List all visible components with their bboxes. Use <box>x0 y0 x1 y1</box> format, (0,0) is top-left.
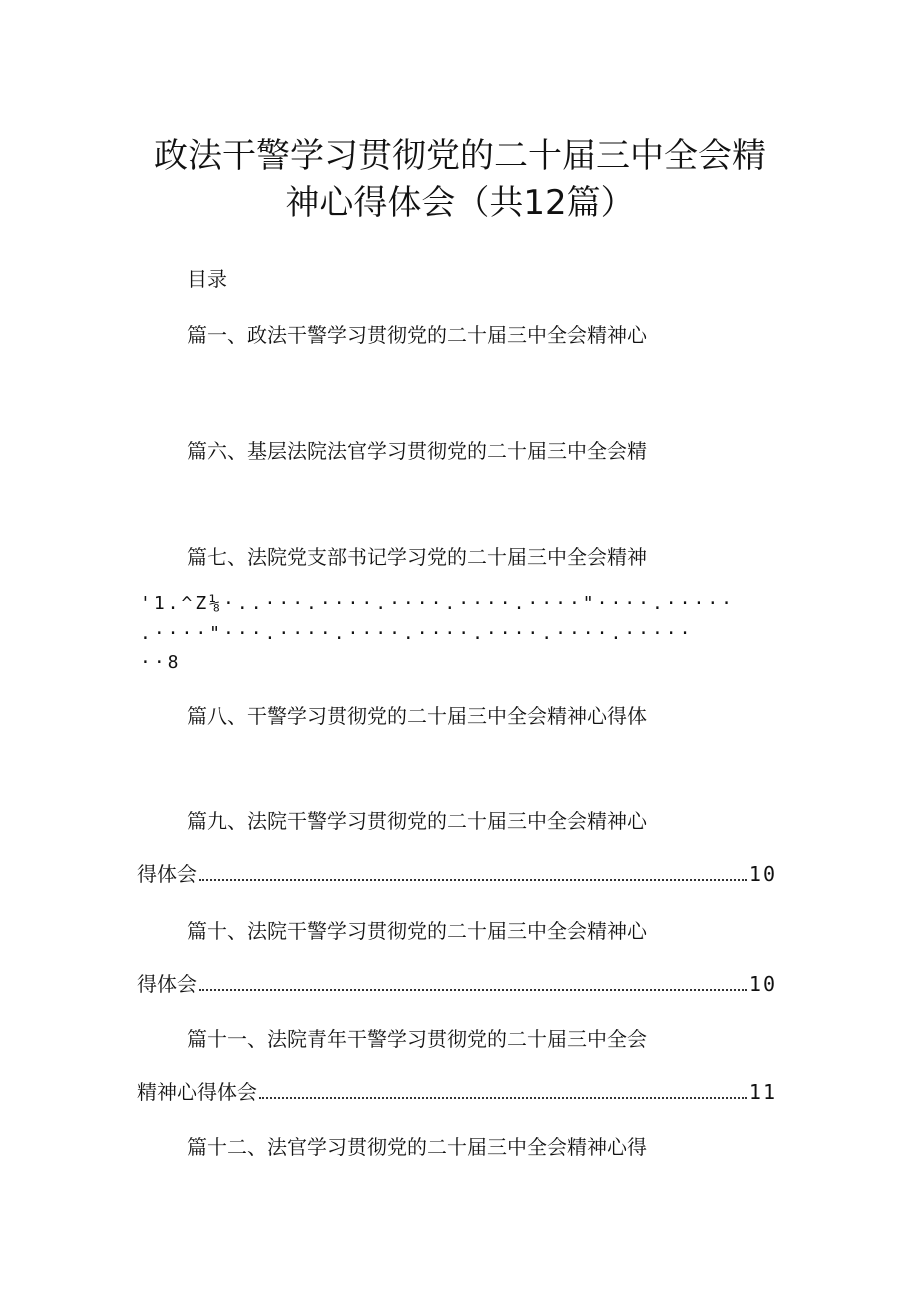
toc-page-number: 10 <box>748 862 777 886</box>
garbled-leader-line-2: .····"···.····.····.····.····.····.····· <box>140 623 694 644</box>
toc-entry-6: 篇六、基层法院法官学习贯彻党的二十届三中全会精 <box>187 439 647 463</box>
toc-entry-label: 得体会 <box>137 862 197 886</box>
toc-entry-9-continuation[interactable] <box>137 858 777 888</box>
toc-entry-11: 篇十一、法院青年干警学习贯彻党的二十届三中全会 <box>187 1027 647 1051</box>
toc-entry-label: 精神心得体会 <box>137 1080 257 1104</box>
dot-leader <box>199 989 747 991</box>
toc-entry-10: 篇十、法院干警学习贯彻党的二十届三中全会精神心 <box>187 919 647 943</box>
dot-leader <box>259 1097 747 1099</box>
dot-leader <box>199 879 747 881</box>
toc-page-number: 11 <box>748 1080 777 1104</box>
toc-entry-8: 篇八、干警学习贯彻党的二十届三中全会精神心得体 <box>187 704 647 728</box>
toc-entry-12: 篇十二、法官学习贯彻党的二十届三中全会精神心得 <box>187 1135 647 1159</box>
toc-page-number: 10 <box>748 972 777 996</box>
toc-entry-9: 篇九、法院干警学习贯彻党的二十届三中全会精神心 <box>187 809 647 833</box>
garbled-leader-line-1: '1.^Z⅛·..···.····.····.····.····"····.····· <box>140 593 735 614</box>
toc-entry-1: 篇一、政法干警学习贯彻党的二十届三中全会精神心 <box>187 323 647 347</box>
toc-entry-10-continuation[interactable] <box>137 968 777 998</box>
toc-entry-label: 得体会 <box>137 972 197 996</box>
document-title-line-1: 政法干警学习贯彻党的二十届三中全会精 <box>154 136 766 176</box>
toc-entry-7: 篇七、法院党支部书记学习党的二十届三中全会精神 <box>187 545 647 569</box>
garbled-leader-line-3: ··8 <box>140 652 182 673</box>
document-title-line-2: 神心得体会（共12篇） <box>285 183 635 223</box>
toc-entry-11-continuation[interactable] <box>137 1076 777 1106</box>
toc-heading: 目录 <box>187 267 227 291</box>
